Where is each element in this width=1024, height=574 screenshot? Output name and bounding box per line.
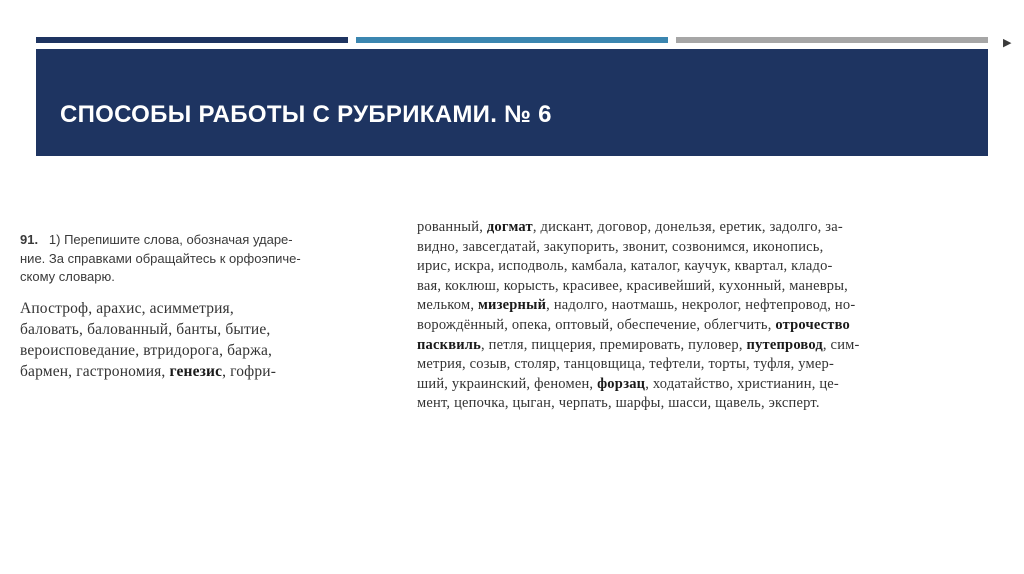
slide-title: СПОСОБЫ РАБОТЫ С РУБРИКАМИ. № 6 [60, 101, 552, 128]
bold-word: отрочество [775, 316, 851, 333]
task-instruction-line-2: ние. За справками обращайтесь к орфоэпиче- [20, 250, 301, 266]
word-text: ворождённый, опека, оптовый, обеспечение, облегчить, [417, 316, 776, 333]
word-line [417, 218, 991, 238]
word-line [417, 336, 991, 356]
task-text-1: 1) Перепишите слова, обозначая ударе- [48, 232, 293, 247]
word-text: , ходатайство, христианин, це- [645, 375, 839, 392]
word-line: ирис, искра, исподволь, камбала, каталог, каучук, квартал, кладо- [417, 258, 833, 275]
bold-word: путепровод [746, 336, 823, 353]
word-text: , дискант, договор, донельзя, еретик, задолго, за- [532, 219, 843, 235]
bold-word: догмат [486, 219, 533, 235]
word-line [417, 296, 991, 316]
word-line: метрия, созыв, столяр, танцовщица, тефтели, торты, туфля, умер- [417, 356, 835, 373]
title-banner [36, 49, 988, 156]
word-text: , сим- [822, 336, 860, 353]
bold-word: мизерный [477, 297, 547, 314]
word-text: мельком, [417, 297, 478, 314]
word-list-right [417, 218, 991, 414]
accent-stripe-navy [36, 37, 348, 43]
word-text: , петля, пиццерия, премировать, пуловер, [480, 336, 747, 353]
word-line: видно, завсегдатай, закупорить, звонит, созвонимся, иконопись, [417, 238, 824, 255]
word-line: Апостроф, арахис, асимметрия, [20, 299, 234, 317]
word-text: , надолго, наотмашь, некролог, нефтепровод, но- [546, 297, 856, 314]
exercise-left-column [20, 231, 380, 382]
word-line: вая, коклюш, корысть, красивее, красивейший, кухонный, маневры, [417, 277, 848, 294]
task-instruction-line-1 [20, 231, 380, 250]
word-line [20, 361, 380, 382]
word-text: , гофри- [222, 362, 277, 380]
word-line: мент, цепочка, цыган, черпать, шарфы, шасси, щавель, эксперт. [417, 395, 820, 412]
word-line: баловать, балованный, банты, бытие, [20, 320, 271, 338]
task-instruction-line-3: скому словарю. [20, 269, 115, 284]
word-line [417, 316, 991, 336]
arrow-right-icon: ▶ [1003, 36, 1012, 49]
bold-word: генезис [169, 362, 223, 380]
word-text: ший, украинский, феномен, [417, 375, 598, 392]
word-text: бармен, гастрономия, [20, 362, 170, 380]
word-text: рованный, [417, 219, 487, 235]
word-list-left [20, 298, 380, 382]
accent-stripe-blue [356, 37, 668, 43]
accent-stripe-gray [676, 37, 988, 43]
word-line [417, 375, 991, 395]
bold-word: форзац [597, 375, 646, 392]
exercise-number: 91. [20, 232, 39, 247]
bold-word: пасквиль [417, 336, 481, 353]
word-line: вероисповедание, втридорога, баржа, [20, 341, 273, 359]
